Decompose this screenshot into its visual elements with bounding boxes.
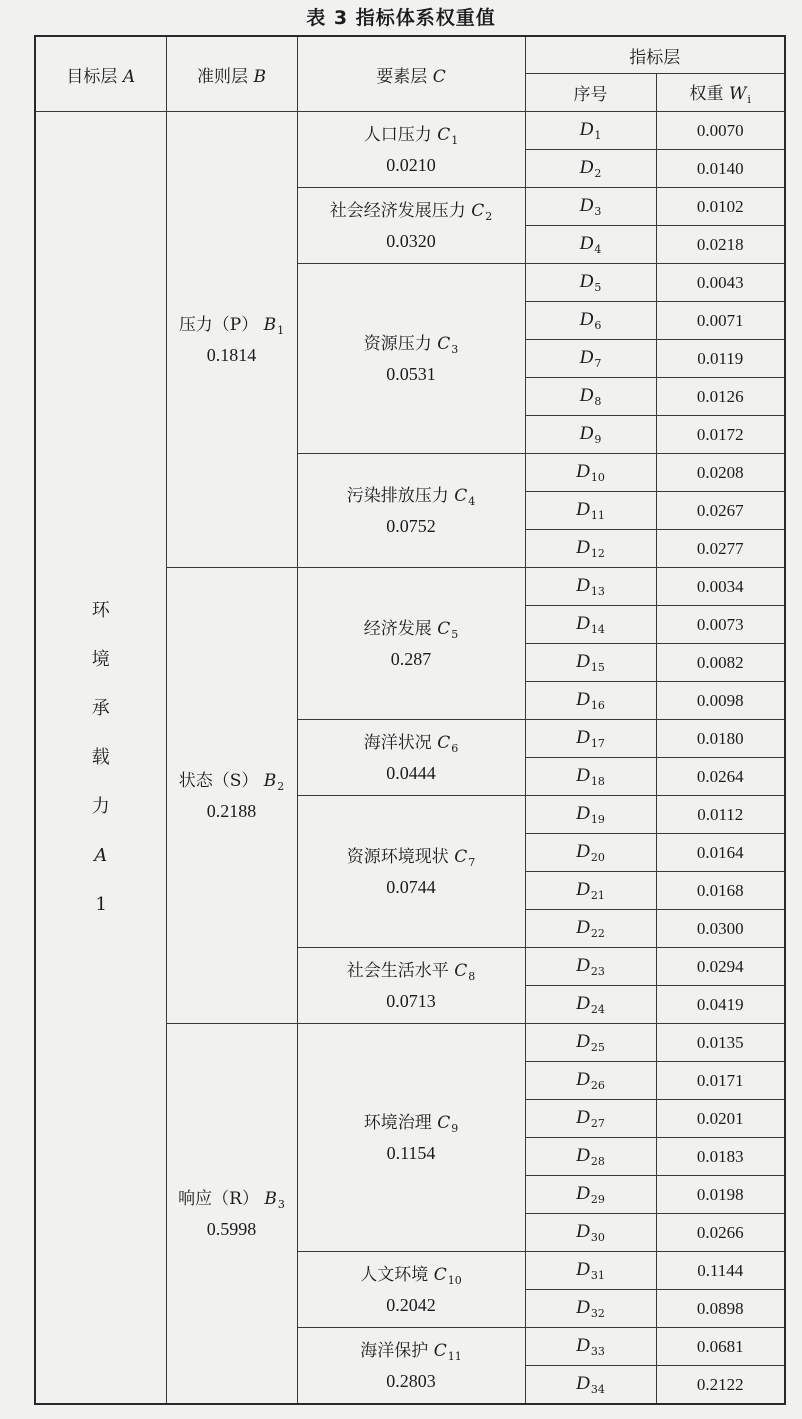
element-cell — [297, 796, 525, 948]
indicator-weight: 0.0898 — [656, 1290, 785, 1328]
indicator-weight: 0.2122 — [656, 1366, 785, 1405]
indicator-id: $D_{32}$ — [525, 1290, 656, 1328]
element-weight: 0.0444 — [386, 762, 436, 783]
criterion-cell — [166, 112, 297, 568]
indicator-weight: 0.0267 — [656, 492, 785, 530]
element-cell — [297, 1328, 525, 1405]
element-weight: 0.0752 — [386, 515, 436, 536]
element-label: 人口压力 $C_1$ — [363, 124, 459, 147]
indicator-weight: 0.0070 — [656, 112, 785, 150]
criterion-weight: 0.5998 — [206, 1218, 257, 1239]
element-weight: 0.2803 — [386, 1370, 436, 1391]
indicator-id: $D_5$ — [525, 264, 656, 302]
element-label: 海洋状况 $C_6$ — [363, 732, 459, 755]
indicator-id: $D_3$ — [525, 188, 656, 226]
indicator-weight: 0.0164 — [656, 834, 785, 872]
element-cell — [297, 948, 525, 1024]
table-body — [35, 112, 785, 1405]
indicator-weight: 0.0419 — [656, 986, 785, 1024]
element-weight: 0.0210 — [386, 154, 436, 175]
indicator-id: $D_{17}$ — [525, 720, 656, 758]
element-weight: 0.0531 — [386, 363, 436, 384]
element-weight: 0.2042 — [386, 1294, 436, 1315]
indicator-weight: 0.0294 — [656, 948, 785, 986]
element-cell — [297, 454, 525, 568]
element-weight: 0.0744 — [386, 876, 436, 897]
indicator-id: $D_8$ — [525, 378, 656, 416]
indicator-weight: 0.0180 — [656, 720, 785, 758]
element-label: 海洋保护 $C_{11}$ — [360, 1340, 462, 1363]
element-label: 人文环境 $C_{10}$ — [360, 1264, 462, 1287]
element-weight: 0.287 — [390, 648, 432, 669]
indicator-weight: 0.0172 — [656, 416, 785, 454]
target-char: 环 — [91, 600, 110, 621]
indicator-id: $D_{20}$ — [525, 834, 656, 872]
indicator-id: $D_{19}$ — [525, 796, 656, 834]
element-label: 资源环境现状 $C_7$ — [346, 846, 476, 869]
indicator-weight: 0.0135 — [656, 1024, 785, 1062]
indicator-weight: 0.0043 — [656, 264, 785, 302]
indicator-id: $D_{26}$ — [525, 1062, 656, 1100]
criterion-cell — [166, 568, 297, 1024]
element-cell — [297, 568, 525, 720]
header-seq: 序号 — [525, 74, 656, 112]
header-weight: 权重 $W_i$ — [656, 74, 785, 112]
indicator-weight: 0.0171 — [656, 1062, 785, 1100]
element-cell — [297, 188, 525, 264]
indicator-weight: 0.0168 — [656, 872, 785, 910]
element-cell — [297, 112, 525, 188]
indicator-weight: 0.0140 — [656, 150, 785, 188]
weight-table — [34, 35, 786, 1405]
indicator-weight: 0.0126 — [656, 378, 785, 416]
target-char: 境 — [91, 649, 110, 670]
criterion-label: 响应（R） $B_3$ — [178, 1188, 285, 1211]
indicator-weight: 0.0112 — [656, 796, 785, 834]
indicator-id: $D_{14}$ — [525, 606, 656, 644]
element-weight: 0.0713 — [386, 990, 436, 1011]
element-label: 经济发展 $C_5$ — [363, 618, 459, 641]
indicator-weight: 0.0098 — [656, 682, 785, 720]
indicator-weight: 0.0208 — [656, 454, 785, 492]
element-label: 社会生活水平 $C_8$ — [346, 960, 476, 983]
indicator-id: $D_7$ — [525, 340, 656, 378]
indicator-id: $D_{27}$ — [525, 1100, 656, 1138]
indicator-weight: 0.0119 — [656, 340, 785, 378]
indicator-weight: 0.0277 — [656, 530, 785, 568]
indicator-weight: 0.0198 — [656, 1176, 785, 1214]
indicator-id: $D_{13}$ — [525, 568, 656, 606]
target-symbol: A 1 — [94, 845, 108, 915]
indicator-id: $D_9$ — [525, 416, 656, 454]
indicator-weight: 0.0071 — [656, 302, 785, 340]
indicator-id: $D_{33}$ — [525, 1328, 656, 1366]
indicator-weight: 0.0681 — [656, 1328, 785, 1366]
element-label: 污染排放压力 $C_4$ — [346, 485, 476, 508]
criterion-label: 压力（P） $B_1$ — [178, 314, 285, 337]
indicator-id: $D_{12}$ — [525, 530, 656, 568]
indicator-weight: 0.0183 — [656, 1138, 785, 1176]
element-weight: 0.0320 — [386, 230, 436, 251]
criterion-weight: 0.1814 — [206, 344, 257, 365]
indicator-weight: 0.0102 — [656, 188, 785, 226]
indicator-weight: 0.0300 — [656, 910, 785, 948]
header-indicator: 指标层 — [525, 36, 785, 74]
target-char: 力 — [91, 796, 110, 817]
element-weight: 0.1154 — [386, 1142, 436, 1163]
criterion-weight: 0.2188 — [206, 800, 257, 821]
indicator-weight: 0.0073 — [656, 606, 785, 644]
header-target: 目标层 A — [35, 36, 166, 112]
element-cell — [297, 720, 525, 796]
indicator-weight: 0.0082 — [656, 644, 785, 682]
indicator-id: $D_4$ — [525, 226, 656, 264]
target-char: 承 — [91, 698, 110, 719]
target-cell — [35, 112, 166, 1405]
criterion-cell — [166, 1024, 297, 1405]
table-row — [35, 112, 785, 150]
indicator-id: $D_1$ — [525, 112, 656, 150]
indicator-weight: 0.0034 — [656, 568, 785, 606]
indicator-id: $D_{16}$ — [525, 682, 656, 720]
element-label: 环境治理 $C_9$ — [363, 1112, 459, 1135]
indicator-id: $D_{15}$ — [525, 644, 656, 682]
indicator-id: $D_{28}$ — [525, 1138, 656, 1176]
element-cell — [297, 1024, 525, 1252]
indicator-id: $D_{23}$ — [525, 948, 656, 986]
indicator-id: $D_{18}$ — [525, 758, 656, 796]
indicator-id: $D_{22}$ — [525, 910, 656, 948]
indicator-id: $D_{24}$ — [525, 986, 656, 1024]
indicator-id: $D_{10}$ — [525, 454, 656, 492]
indicator-id: $D_{29}$ — [525, 1176, 656, 1214]
element-label: 社会经济发展压力 $C_2$ — [329, 200, 493, 223]
indicator-id: $D_{30}$ — [525, 1214, 656, 1252]
indicator-id: $D_{25}$ — [525, 1024, 656, 1062]
indicator-id: $D_2$ — [525, 150, 656, 188]
indicator-id: $D_{34}$ — [525, 1366, 656, 1405]
table-caption: 表 3 指标体系权重值 — [306, 7, 496, 29]
indicator-id: $D_{11}$ — [525, 492, 656, 530]
indicator-weight: 0.0266 — [656, 1214, 785, 1252]
indicator-id: $D_{31}$ — [525, 1252, 656, 1290]
indicator-weight: 0.1144 — [656, 1252, 785, 1290]
header-criterion: 准则层 B — [166, 36, 297, 112]
element-label: 资源压力 $C_3$ — [363, 333, 459, 356]
indicator-id: $D_6$ — [525, 302, 656, 340]
indicator-id: $D_{21}$ — [525, 872, 656, 910]
element-cell — [297, 1252, 525, 1328]
element-cell — [297, 264, 525, 454]
indicator-weight: 0.0218 — [656, 226, 785, 264]
header-element: 要素层 C — [297, 36, 525, 112]
criterion-label: 状态（S） $B_2$ — [178, 770, 285, 793]
indicator-weight: 0.0201 — [656, 1100, 785, 1138]
indicator-weight: 0.0264 — [656, 758, 785, 796]
target-char: 载 — [91, 747, 110, 768]
